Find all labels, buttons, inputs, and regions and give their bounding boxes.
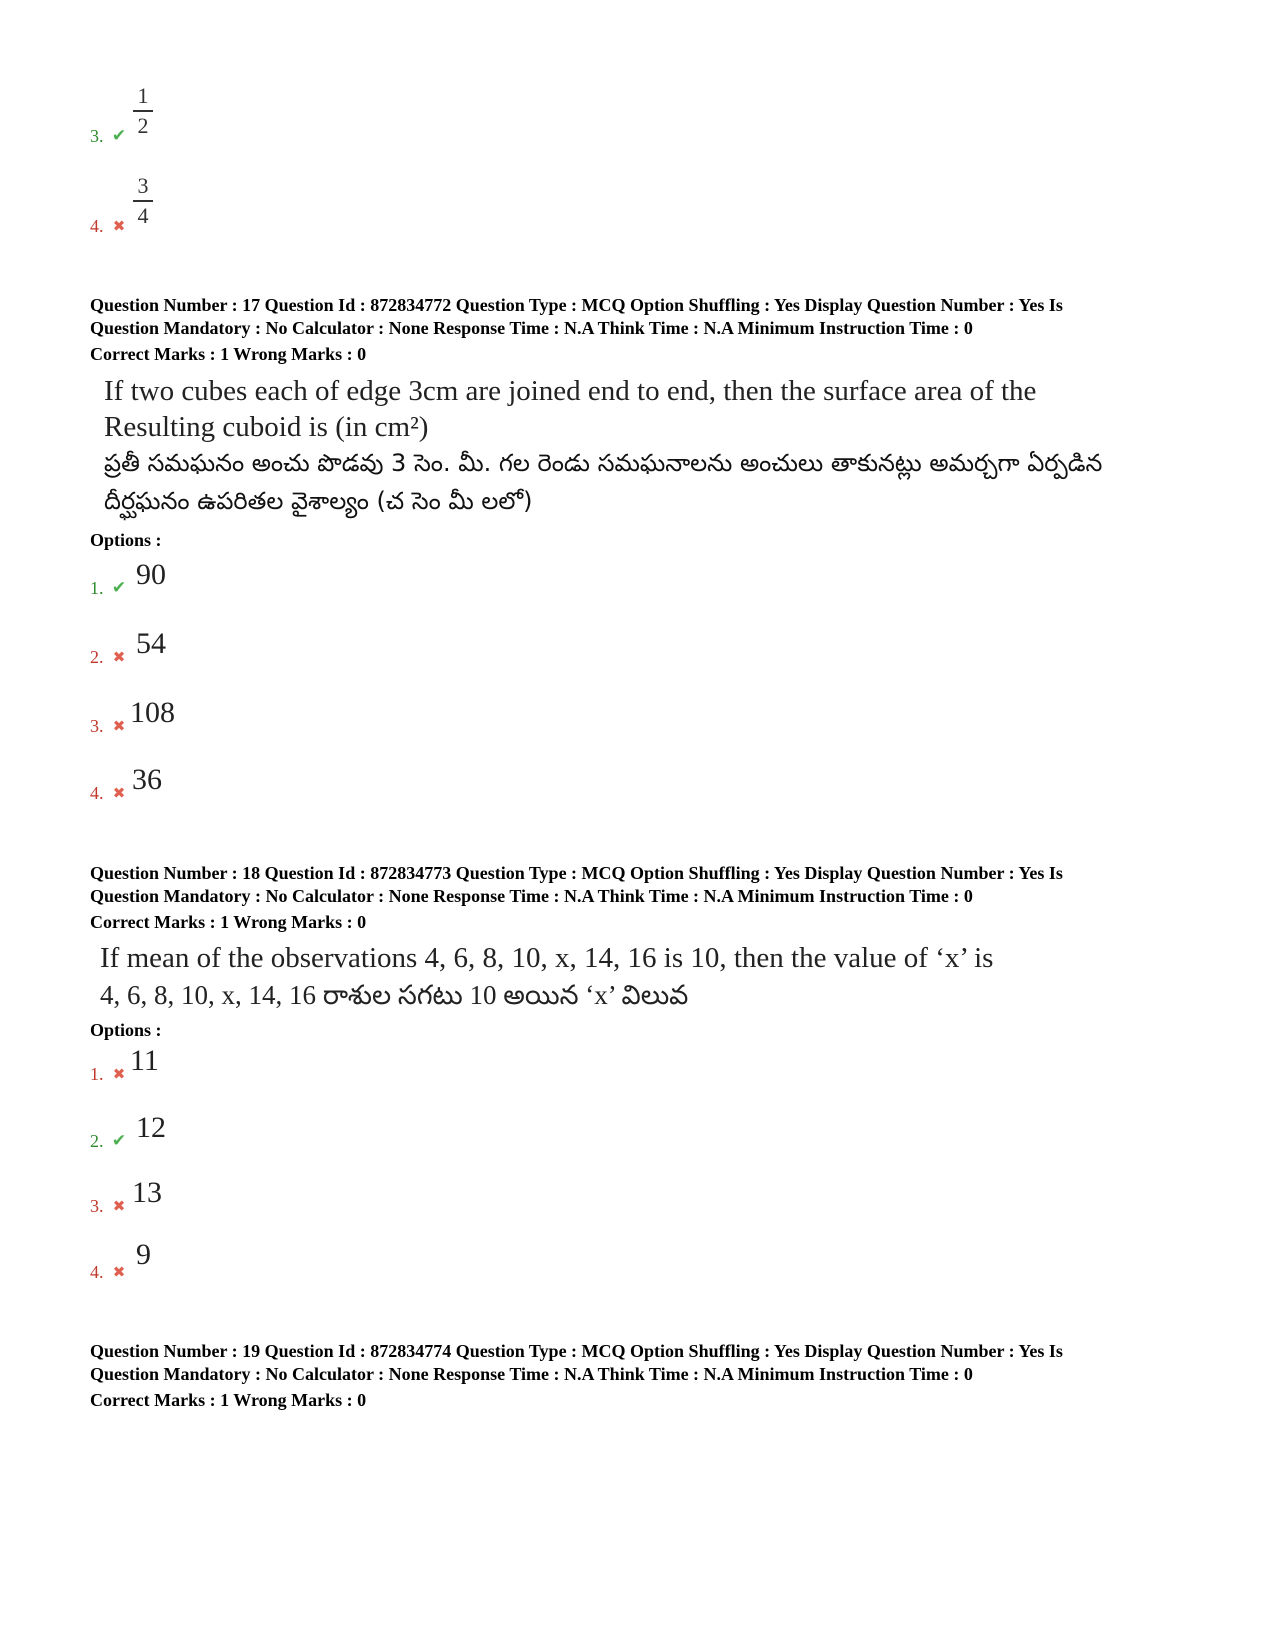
option-value: 108 xyxy=(130,696,175,729)
meta-line-2: Question Mandatory : No Calculator : None Response Time : N.A Think Time : N.A Minimum Instruction Time : 0 xyxy=(90,1364,973,1384)
option-number: 4. xyxy=(90,1262,104,1282)
cross-icon: ✖ xyxy=(112,1265,126,1281)
text-te-line-1: 4, 6, 8, 10, x, 14, 16 రాశుల సగటు 10 అయిన ‘x’ విలువ xyxy=(100,980,689,1010)
option-number: 4. xyxy=(90,216,104,236)
option-number: 1. xyxy=(90,578,104,598)
fraction-three-quarters xyxy=(133,174,153,228)
marks-line: Correct Marks : 1 Wrong Marks : 0 xyxy=(90,1390,367,1410)
numerator: 1 xyxy=(137,83,149,108)
cross-icon: ✖ xyxy=(112,219,126,235)
question-18-text-te xyxy=(100,977,688,1013)
text-en-line-1: If mean of the observations 4, 6, 8, 10, x, 14, 16 is 10, then the value of ‘x’ is xyxy=(100,942,994,974)
option-number: 4. xyxy=(90,783,104,803)
question-17-text-te xyxy=(104,444,1102,520)
question-19-meta xyxy=(90,1340,1210,1412)
option-value: 9 xyxy=(136,1238,151,1271)
option-number: 2. xyxy=(90,647,104,667)
denominator: 2 xyxy=(137,113,149,138)
text-en-line-1: If two cubes each of edge 3cm are joined end to end, then the surface area of the xyxy=(104,375,1037,407)
numerator: 3 xyxy=(137,173,149,198)
cross-icon: ✖ xyxy=(112,719,126,735)
question-18-text-en xyxy=(100,940,993,976)
options-label: Options : xyxy=(90,530,162,550)
option-value: 11 xyxy=(130,1044,159,1077)
cross-icon: ✖ xyxy=(112,1067,126,1083)
question-18-meta xyxy=(90,862,1210,934)
marks-line: Correct Marks : 1 Wrong Marks : 0 xyxy=(90,344,367,364)
question-17-meta xyxy=(90,294,1210,366)
option-value: 12 xyxy=(136,1111,166,1144)
text-te-line-2: దీర్ఘఘనం ఉపరితల వైశాల్యం (చ సెం మీ లలో) xyxy=(104,487,533,515)
question-17-text-en xyxy=(104,373,1036,445)
meta-line-1: Question Number : 17 Question Id : 872834772 Question Type : MCQ Option Shuffling : Yes Display Question Number : Yes Is xyxy=(90,295,1063,315)
meta-line-1: Question Number : 18 Question Id : 872834773 Question Type : MCQ Option Shuffling : Yes Display Question Number : Yes Is xyxy=(90,863,1063,883)
option-number: 1. xyxy=(90,1064,104,1084)
option-number: 2. xyxy=(90,1131,104,1151)
meta-line-1: Question Number : 19 Question Id : 872834774 Question Type : MCQ Option Shuffling : Yes Display Question Number : Yes Is xyxy=(90,1341,1063,1361)
text-en-line-2: Resulting cuboid is (in cm²) xyxy=(104,411,429,443)
check-icon: ✔ xyxy=(111,126,127,145)
text-te-line-1: ప్రతీ సమఘనం అంచు పొడవు 3 సెం. మీ. గల రెండు సమఘనాలను అంచులు తాకునట్లు అమర్చగా ఏర్పడిన xyxy=(104,449,1103,477)
check-icon: ✔ xyxy=(111,578,127,597)
meta-line-2: Question Mandatory : No Calculator : None Response Time : N.A Think Time : N.A Minimum Instruction Time : 0 xyxy=(90,886,973,906)
options-label: Options : xyxy=(90,1020,162,1040)
option-number: 3. xyxy=(90,126,104,146)
option-value: 13 xyxy=(132,1176,162,1209)
cross-icon: ✖ xyxy=(112,1199,126,1215)
option-number: 3. xyxy=(90,1196,104,1216)
option-value: 90 xyxy=(136,558,166,591)
option-number: 3. xyxy=(90,716,104,736)
denominator: 4 xyxy=(137,203,149,228)
option-value: 54 xyxy=(136,627,166,660)
check-icon: ✔ xyxy=(111,1131,127,1150)
meta-line-2: Question Mandatory : No Calculator : None Response Time : N.A Think Time : N.A Minimum Instruction Time : 0 xyxy=(90,318,973,338)
fraction-one-half xyxy=(133,84,153,138)
cross-icon: ✖ xyxy=(112,650,126,666)
option-value: 36 xyxy=(132,763,162,796)
cross-icon: ✖ xyxy=(112,786,126,802)
marks-line: Correct Marks : 1 Wrong Marks : 0 xyxy=(90,912,367,932)
